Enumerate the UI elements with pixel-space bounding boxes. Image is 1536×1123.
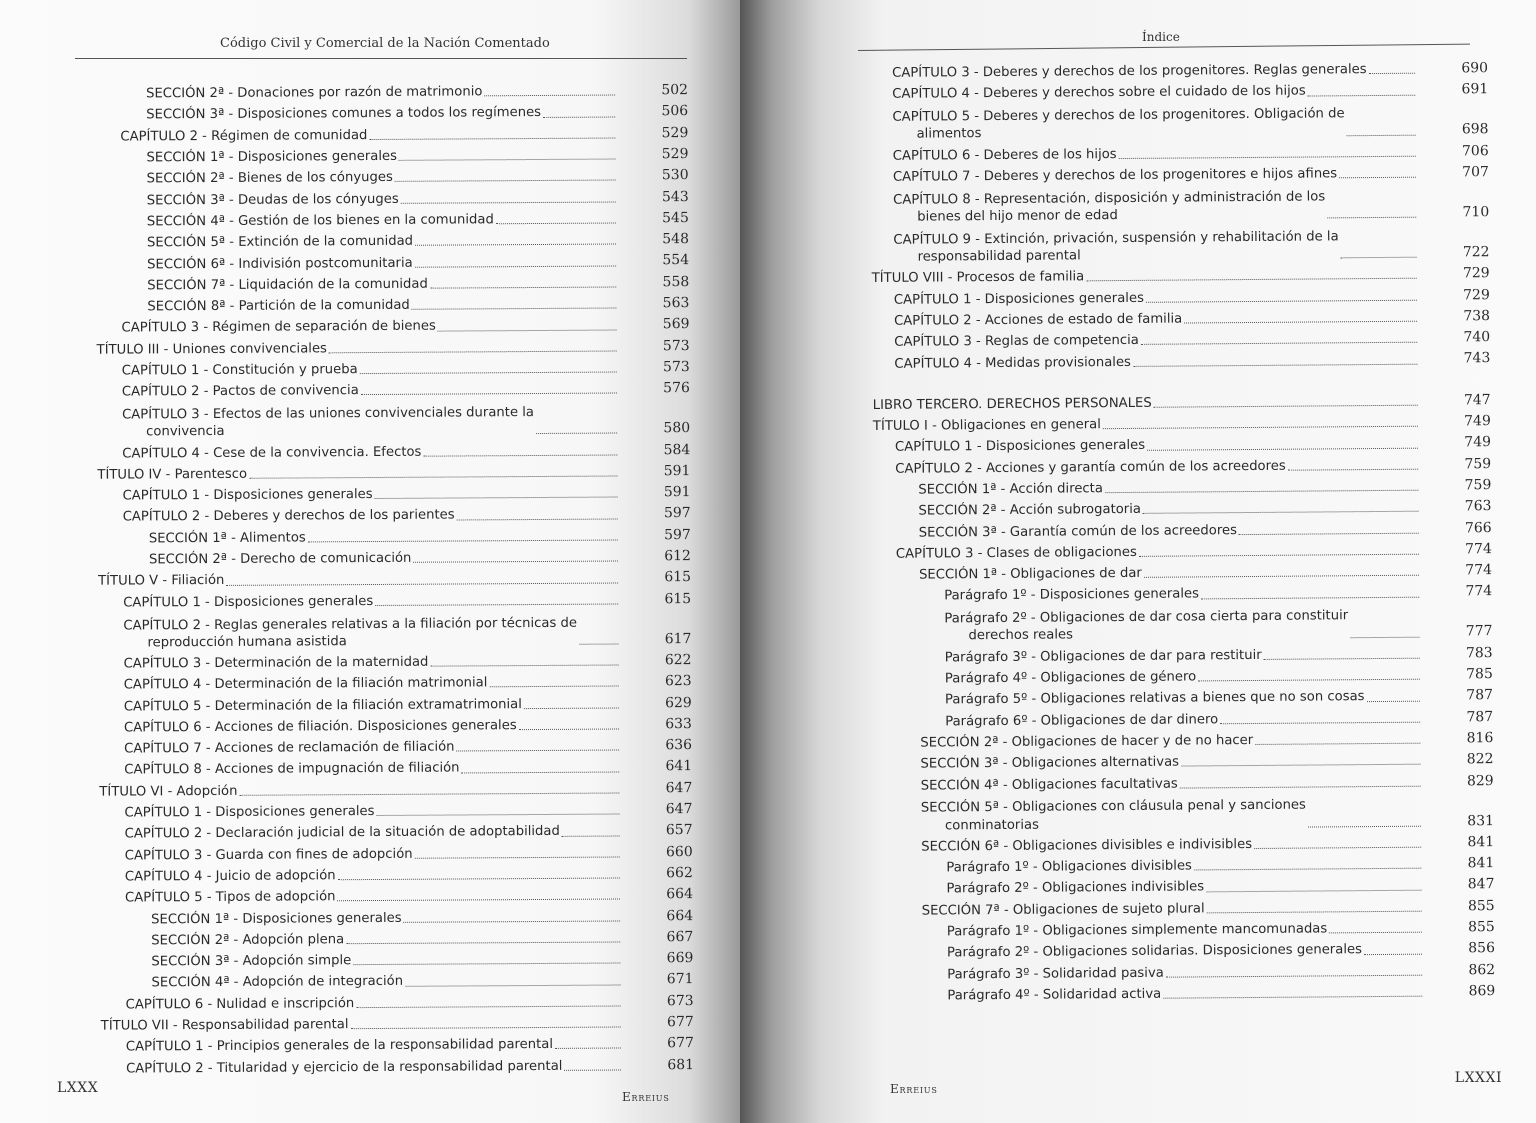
toc-page-number: 743 [1463, 350, 1491, 367]
toc-entry-title-line1: CAPÍTULO 5 - Deberes y derechos de los progenitores. Obligación de [892, 106, 1345, 126]
dot-leader [360, 372, 617, 375]
dot-leader [1339, 177, 1416, 179]
dot-leader [404, 920, 621, 922]
dot-leader [536, 433, 617, 434]
toc-entry-title: CAPÍTULO 4 - Deberes y derechos sobre el cuidado de los hijos [892, 83, 1306, 103]
toc-page-number: 749 [1464, 434, 1492, 451]
toc-page-number: 629 [665, 694, 692, 711]
toc-entry [6, 1052, 706, 1078]
dot-leader [1146, 299, 1417, 302]
toc-entry-title-line2: derechos reales [968, 627, 1074, 644]
toc-page-number: 662 [666, 864, 693, 882]
toc-page-number: 774 [1465, 540, 1492, 558]
dot-leader [226, 582, 618, 585]
toc-entry-text [944, 607, 1422, 645]
toc-entry-title-line2: reproducción humana asistida [147, 633, 347, 651]
toc-entry-title: CAPÍTULO 3 - Determinación de la maternidad [123, 654, 429, 672]
dot-leader [1194, 868, 1421, 871]
toc-entry-title: CAPÍTULO 2 - Deberes y derechos de los parientes [122, 507, 455, 526]
dot-leader [579, 643, 618, 644]
toc-entry-title-line1: SECCIÓN 5ª - Obligaciones con cláusula penal y sanciones [920, 797, 1306, 817]
toc-entry-title: LIBRO TERCERO. DERECHOS PERSONALES [872, 395, 1152, 413]
toc-entry-text [123, 614, 621, 651]
dot-leader [308, 539, 618, 542]
dot-leader [361, 393, 617, 396]
toc-page-number: 558 [662, 273, 690, 291]
toc-page-number: 841 [1467, 833, 1495, 851]
toc-entry-title [892, 106, 1344, 144]
dot-leader [338, 878, 620, 881]
dot-leader [351, 1027, 621, 1030]
toc-page-number: 862 [1468, 961, 1496, 978]
toc-page-number: 816 [1466, 730, 1494, 747]
dot-leader [353, 963, 620, 966]
left-page [0, 0, 740, 1123]
toc-page-number: 647 [665, 801, 693, 818]
toc-page-number: 774 [1465, 583, 1493, 600]
toc-entry-title: CAPÍTULO 4 - Medidas provisionales [894, 354, 1131, 372]
toc-page-number: 847 [1467, 876, 1495, 893]
toc-page-number: 612 [664, 548, 691, 565]
dot-leader [239, 792, 619, 795]
dot-leader [1105, 490, 1418, 493]
toc-entry-title: CAPÍTULO 7 - Deberes y derechos de los progenitores e hijos afines [892, 166, 1338, 185]
toc-page-number: 615 [664, 569, 692, 586]
toc-page-number: 545 [662, 209, 689, 227]
dot-leader [519, 729, 619, 731]
toc-entry [741, 181, 1501, 227]
toc-entry-title: CAPÍTULO 1 - Disposiciones generales [123, 593, 374, 611]
left-toc-list [0, 78, 706, 1078]
dot-leader [543, 116, 615, 117]
toc-page-number: 855 [1468, 919, 1495, 936]
toc-page-number: 633 [665, 715, 692, 733]
toc-page-number: 591 [663, 462, 691, 480]
toc-page-number: 681 [667, 1056, 695, 1073]
toc-entry-title: SECCIÓN 4ª - Gestión de los bienes en la comunidad [146, 212, 494, 230]
toc-page-number: 591 [663, 484, 691, 501]
dot-leader [1181, 764, 1421, 767]
toc-entry-title: Parágrafo 2º - Obligaciones solidarias. Disposiciones generales [946, 942, 1363, 961]
toc-page-number: 573 [662, 337, 690, 354]
dot-leader [1364, 953, 1422, 954]
dot-leader [1239, 532, 1419, 534]
toc-entry-title: CAPÍTULO 1 - Disposiciones generales [894, 438, 1146, 456]
toc-entry-title: Parágrafo 3º - Solidaridad pasiva [947, 965, 1164, 983]
toc-entry-title: SECCIÓN 3ª - Disposiciones comunes a todos los regímenes [146, 105, 542, 123]
toc-page-number: 677 [667, 1035, 694, 1052]
dot-leader [399, 159, 616, 161]
toc-entry [746, 790, 1506, 836]
toc-page-number: 506 [661, 103, 689, 120]
toc-page-number: 667 [666, 928, 694, 946]
toc-entry-title: TÍTULO IV - Parentesco [97, 466, 248, 483]
toc-entry-title: SECCIÓN 6ª - Obligaciones divisibles e indivisibles [921, 836, 1253, 855]
toc-page-number: 664 [666, 886, 694, 903]
dot-leader [1141, 342, 1417, 345]
toc-entry-title: TÍTULO VIII - Procesos de familia [871, 269, 1085, 287]
toc-page-number: 580 [663, 420, 691, 437]
toc-entry-title: CAPÍTULO 5 - Tipos de adopción [124, 889, 336, 906]
toc-page-number: 841 [1467, 855, 1495, 872]
dot-leader [1220, 722, 1420, 725]
toc-entry [744, 601, 1504, 647]
toc-page-number: 738 [1463, 308, 1491, 325]
toc-entry-title: CAPÍTULO 1 - Constitución y prueba [121, 362, 358, 379]
right-folio: LXXXI [1454, 1070, 1502, 1086]
dot-leader [1119, 156, 1416, 159]
toc-page-number: 554 [662, 252, 690, 269]
toc-entry-title: SECCIÓN 2ª - Obligaciones de hacer y de no hacer [920, 732, 1254, 751]
dot-leader [462, 771, 620, 773]
toc-page-number: 729 [1463, 286, 1490, 303]
dot-leader [1350, 636, 1419, 638]
dot-leader [1144, 575, 1419, 578]
toc-entry-title [123, 614, 577, 651]
dot-leader [1086, 278, 1416, 282]
toc-entry-title: TÍTULO III - Uniones convivenciales [96, 340, 327, 358]
right-page [740, 0, 1536, 1123]
toc-page-number: 636 [665, 737, 693, 754]
toc-entry [2, 397, 702, 441]
toc-entry-title: SECCIÓN 4ª - Adopción de integración [151, 974, 404, 991]
toc-page-number: 617 [664, 630, 692, 647]
toc-page-number: 563 [662, 295, 690, 312]
toc-entry-title: TÍTULO I - Obligaciones en general [872, 417, 1101, 435]
toc-entry-title: CAPÍTULO 2 - Acciones y garantía común de los acreedores [895, 458, 1286, 477]
dot-leader [1166, 974, 1422, 977]
toc-page-number: 641 [665, 758, 693, 775]
toc-entry-title: CAPÍTULO 2 - Declaración judicial de la situación de adoptabilidad [124, 824, 560, 842]
dot-leader [1198, 679, 1420, 682]
toc-entry-text [947, 984, 1425, 1005]
toc-entry-title: CAPÍTULO 2 - Régimen de comunidad [120, 127, 368, 145]
dot-leader [1369, 73, 1415, 74]
toc-page-number: 707 [1462, 164, 1489, 181]
toc-entry-title: Parágrafo 6º - Obligaciones de dar dinero [945, 711, 1219, 730]
dot-leader [1288, 469, 1418, 471]
dot-leader [1308, 94, 1416, 96]
toc-entry-title: CAPÍTULO 3 - Deberes y derechos de los progenitores. Reglas generales [892, 62, 1367, 81]
toc-page-number: 759 [1464, 477, 1492, 494]
toc-page-number: 749 [1464, 413, 1491, 430]
toc-entry-title: SECCIÓN 1ª - Obligaciones de dar [918, 566, 1142, 583]
toc-page-number: 671 [666, 971, 694, 988]
toc-entry-title-line1: CAPÍTULO 9 - Extinción, privación, suspensión y rehabilitación de la [893, 229, 1339, 248]
toc-page-number: 573 [662, 359, 690, 376]
dot-leader [356, 1005, 620, 1008]
dot-leader [1184, 321, 1417, 324]
toc-entry-title: CAPÍTULO 6 - Acciones de filiación. Disposiciones generales [123, 717, 517, 736]
dot-leader [1341, 257, 1417, 259]
dot-leader [562, 835, 620, 836]
toc-entry-title-line2: alimentos [916, 126, 982, 143]
dot-leader [1154, 405, 1418, 408]
right-running-head: Índice [1142, 30, 1180, 44]
toc-entry-title: Parágrafo 4º - Obligaciones de género [944, 669, 1197, 687]
toc-page-number: 690 [1461, 60, 1489, 77]
toc-entry-title: CAPÍTULO 4 - Cese de la convivencia. Efectos [122, 444, 422, 462]
toc-page-number: 657 [665, 822, 693, 839]
toc-entry-title [921, 797, 1306, 834]
toc-page-number: 747 [1463, 391, 1491, 409]
toc-entry [742, 346, 1502, 373]
toc-entry-title: SECCIÓN 3ª - Obligaciones alternativas [920, 754, 1180, 772]
toc-entry-title: Parágrafo 3º - Obligaciones de dar para restituir [944, 647, 1262, 666]
toc-page-number: 763 [1464, 498, 1492, 515]
toc-entry-title: SECCIÓN 7ª - Liquidación de la comunidad [147, 276, 428, 294]
toc-page-number: 584 [663, 441, 691, 458]
toc-page-number: 597 [663, 505, 691, 522]
toc-entry-title-line2: bienes del hijo menor de edad [917, 208, 1118, 225]
toc-entry-title: TÍTULO V - Filiación [98, 573, 225, 590]
toc-entry [741, 221, 1501, 267]
dot-leader [1201, 596, 1419, 599]
dot-leader [1207, 911, 1422, 914]
dot-leader [415, 856, 620, 858]
toc-entry-title: Parágrafo 4º - Solidaridad activa [947, 986, 1162, 1004]
left-folio: LXXX [57, 1080, 99, 1096]
dot-leader [457, 518, 618, 520]
toc-page-number: 774 [1465, 562, 1493, 579]
dot-leader [564, 1069, 621, 1070]
toc-entry-title: CAPÍTULO 3 - Guarda con fines de adopción [124, 846, 413, 864]
toc-page-number: 783 [1465, 644, 1493, 662]
toc-entry-text [892, 105, 1418, 143]
dot-leader [405, 984, 620, 986]
toc-entry-title: CAPÍTULO 3 - Clases de obligaciones [895, 544, 1137, 562]
toc-page-number: 787 [1466, 687, 1494, 704]
dot-leader [415, 244, 616, 246]
toc-entry-title [122, 404, 534, 441]
dot-leader [415, 265, 616, 267]
toc-entry-title: SECCIÓN 3ª - Garantía común de los acreedores [918, 522, 1238, 541]
toc-entry-title: SECCIÓN 2ª - Bienes de los cónyuges [146, 170, 393, 187]
toc-page-number: 856 [1468, 940, 1496, 957]
toc-entry-title: TÍTULO VII - Responsabilidad parental [100, 1017, 349, 1034]
toc-entry-title: CAPÍTULO 8 - Acciones de impugnación de filiación [124, 760, 460, 778]
toc-page-number: 740 [1463, 329, 1491, 346]
toc-page-number: 543 [661, 188, 689, 205]
toc-page-number: 785 [1466, 666, 1493, 683]
dot-leader [413, 561, 618, 563]
dot-leader [401, 201, 616, 203]
dot-leader [438, 329, 617, 331]
dot-leader [249, 476, 617, 479]
dot-leader [1347, 134, 1416, 136]
toc-entry-title: SECCIÓN 1ª - Acción directa [918, 481, 1103, 498]
dot-leader [346, 941, 620, 944]
toc-entry-title: CAPÍTULO 1 - Disposiciones generales [893, 290, 1144, 308]
toc-page-number: 829 [1466, 772, 1494, 789]
toc-page-number: 660 [665, 843, 693, 860]
toc-page-number: 677 [666, 1014, 694, 1031]
toc-entry-title: CAPÍTULO 2 - Acciones de estado de familia [893, 311, 1183, 329]
toc-entry-title: CAPÍTULO 4 - Determinación de la filiación matrimonial [123, 675, 488, 693]
toc-entry-title: Parágrafo 1º - Disposiciones generales [944, 586, 1200, 604]
toc-entry-title-line1: Parágrafo 2º - Obligaciones de dar cosa cierta para constituir [944, 608, 1349, 627]
dot-leader [484, 95, 615, 97]
toc-entry-title [893, 188, 1325, 226]
toc-entry-title: SECCIÓN 1ª - Alimentos [148, 530, 306, 547]
toc-page-number: 647 [665, 779, 693, 796]
toc-entry-title-line2: responsabilidad parental [917, 248, 1081, 265]
toc-page-number: 664 [666, 907, 694, 924]
toc-entry-title-line1: CAPÍTULO 3 - Efectos de las uniones convivenciales durante la [122, 405, 535, 423]
toc-entry-title: Parágrafo 5º - Obligaciones relativas a bienes que no son cosas [944, 689, 1365, 708]
toc-entry-text [122, 404, 620, 441]
toc-entry-title: SECCIÓN 2ª - Derecho de comunicación [148, 550, 412, 568]
toc-page-number: 623 [664, 673, 692, 690]
toc-entry-title: SECCIÓN 2ª - Adopción plena [151, 932, 345, 949]
toc-page-number: 698 [1461, 121, 1489, 138]
dot-leader [1103, 426, 1418, 429]
dot-leader [338, 899, 621, 902]
toc-page-number: 548 [662, 231, 690, 248]
dot-leader [430, 665, 618, 667]
toc-entry-title: SECCIÓN 3ª - Adopción simple [151, 953, 352, 970]
toc-entry [3, 608, 703, 652]
toc-page-number: 766 [1464, 519, 1492, 536]
dot-leader [1139, 554, 1419, 557]
toc-entry-text [894, 351, 1420, 372]
dot-leader [375, 497, 618, 499]
toc-entry-title: CAPÍTULO 4 - Juicio de adopción [124, 868, 336, 885]
toc-page-number: 530 [661, 167, 689, 184]
toc-entry-text [921, 796, 1424, 834]
toc-entry-title-line2: conminatorias [944, 817, 1039, 833]
toc-page-number: 855 [1467, 897, 1495, 915]
toc-entry-title: CAPÍTULO 1 - Disposiciones generales [122, 487, 373, 504]
toc-page-number: 669 [666, 950, 694, 967]
toc-entry-title: CAPÍTULO 2 - Titularidad y ejercicio de la responsabilidad parental [125, 1058, 563, 1077]
toc-entry-title-line2: convivencia [146, 424, 225, 440]
toc-page-number: 706 [1461, 142, 1489, 160]
dot-leader [377, 814, 620, 816]
toc-entry [747, 979, 1507, 1006]
dot-leader [1329, 932, 1422, 934]
toc-page-number: 576 [663, 380, 690, 397]
dot-leader [395, 180, 616, 182]
toc-entry-title: CAPÍTULO 6 - Nulidad e inscripción [125, 995, 355, 1013]
toc-page-number: 759 [1464, 455, 1492, 472]
toc-entry-title: CAPÍTULO 2 - Pactos de convivencia [121, 383, 359, 400]
toc-page-number: 822 [1466, 751, 1494, 768]
toc-entry-text [893, 228, 1419, 266]
toc-page-number: 622 [664, 652, 692, 669]
toc-page-number: 722 [1462, 244, 1490, 261]
dot-leader [489, 686, 618, 688]
toc-page-number: 569 [662, 316, 690, 333]
dot-leader [1147, 447, 1418, 450]
dot-leader [430, 286, 616, 288]
dot-leader [375, 603, 618, 605]
dot-leader [1255, 743, 1420, 745]
toc-entry-title: SECCIÓN 2ª - Donaciones por razón de matrimonio [146, 84, 483, 102]
toc-entry-title: SECCIÓN 8ª - Partición de la comunidad [147, 297, 410, 315]
dot-leader [496, 223, 616, 225]
dot-leader [1367, 700, 1420, 701]
toc-entry-title: CAPÍTULO 3 - Régimen de separación de bienes [121, 319, 436, 336]
dot-leader [369, 137, 615, 140]
toc-entry-title: SECCIÓN 5ª - Extinción de la comunidad [146, 233, 414, 251]
toc-entry-title-line1: CAPÍTULO 8 - Representación, disposición y administración de los [893, 189, 1326, 208]
toc-entry-title: CAPÍTULO 7 - Acciones de reclamación de filiación [124, 739, 455, 757]
toc-page-number: 597 [664, 526, 691, 543]
toc-entry [740, 99, 1500, 145]
toc-entry-title-line1: CAPÍTULO 2 - Reglas generales relativas a la filiación por técnicas de [123, 615, 578, 634]
toc-entry-title [944, 608, 1348, 645]
left-running-head: Código Civil y Comercial de la Nación Comentado [220, 36, 550, 51]
left-publisher: Erreius [622, 1090, 670, 1104]
toc-entry-title: Parágrafo 2º - Obligaciones indivisibles [946, 879, 1205, 897]
dot-leader [1264, 658, 1420, 660]
dot-leader [329, 350, 617, 353]
right-publisher: Erreius [890, 1082, 938, 1096]
toc-entry-title: Parágrafo 1º - Obligaciones simplemente mancomunadas [946, 921, 1328, 940]
toc-entry-title: SECCIÓN 7ª - Obligaciones de sujeto plural [921, 901, 1205, 919]
toc-entry-title: SECCIÓN 6ª - Indivisión postcomunitaria [147, 255, 413, 272]
toc-entry-title: TÍTULO VI - Adopción [99, 783, 238, 800]
dot-leader [1163, 996, 1422, 999]
dot-leader [423, 454, 617, 456]
dot-leader [1327, 217, 1416, 219]
toc-entry-title: CAPÍTULO 5 - Determinación de la filiación extramatrimonial [123, 696, 522, 715]
dot-leader [555, 1048, 621, 1049]
toc-entry-title: CAPÍTULO 6 - Deberes de los hijos [892, 146, 1117, 164]
toc-entry-title: SECCIÓN 2ª - Acción subrogatoria [918, 502, 1142, 519]
toc-page-number: 831 [1467, 812, 1495, 829]
toc-page-number: 673 [666, 992, 694, 1009]
dot-leader [1133, 363, 1417, 366]
toc-page-number: 529 [661, 146, 689, 163]
dot-leader [457, 750, 620, 752]
toc-entry-title: Parágrafo 1º - Obligaciones divisibles [946, 858, 1192, 876]
toc-page-number: 615 [664, 590, 692, 607]
right-header-rule [858, 44, 1470, 51]
left-header-rule [75, 58, 687, 59]
toc-entry-title: SECCIÓN 1ª - Disposiciones generales [146, 148, 398, 166]
dot-leader [524, 707, 619, 709]
toc-page-number: 787 [1466, 708, 1494, 725]
dot-leader [412, 308, 617, 310]
toc-entry-title: CAPÍTULO 1 - Principios generales de la responsabilidad parental [125, 1037, 554, 1055]
dot-leader [1308, 825, 1421, 827]
dot-leader [1180, 785, 1421, 788]
toc-entry-title [893, 228, 1338, 266]
toc-page-number: 729 [1462, 265, 1490, 282]
right-toc-list [740, 56, 1507, 1006]
toc-page-number: 691 [1461, 81, 1489, 98]
toc-entry-title: SECCIÓN 4ª - Obligaciones facultativas [920, 776, 1178, 794]
dot-leader [1143, 511, 1419, 514]
toc-page-number: 869 [1468, 983, 1496, 1000]
toc-page-number: 777 [1465, 623, 1493, 640]
toc-entry-text [126, 1057, 624, 1077]
toc-entry-title: SECCIÓN 3ª - Deudas de los cónyuges [146, 191, 399, 209]
toc-entry-title: CAPÍTULO 1 - Disposiciones generales [124, 804, 375, 821]
dot-leader [1206, 889, 1421, 892]
toc-entry-title: SECCIÓN 1ª - Disposiciones generales [151, 910, 402, 927]
toc-page-number: 502 [661, 82, 689, 99]
dot-leader [1254, 847, 1421, 849]
toc-entry-title: CAPÍTULO 3 - Reglas de competencia [894, 333, 1139, 351]
toc-page-number: 710 [1462, 204, 1490, 221]
toc-entry-text [893, 188, 1419, 226]
toc-page-number: 529 [661, 124, 689, 141]
